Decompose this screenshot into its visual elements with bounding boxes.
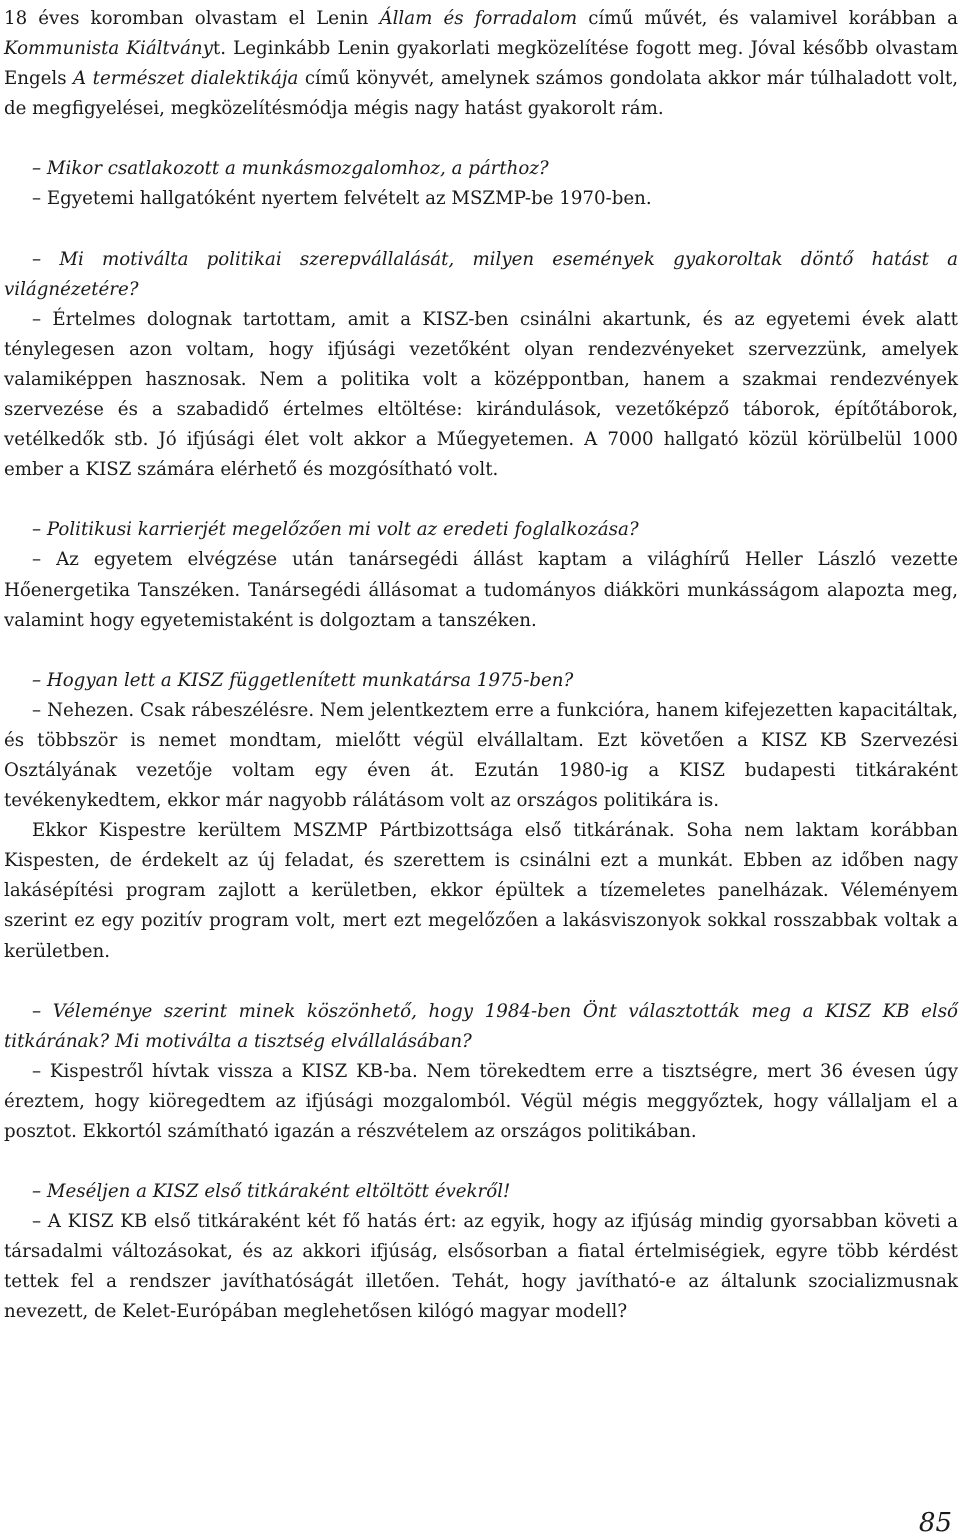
- spacer: [4, 636, 958, 666]
- question-6: – Meséljen a KISZ első titkáraként eltöltött évekről!: [32, 1181, 511, 1203]
- question-2: – Mi motiválta politikai szerepvállalását, milyen események gyakoroltak döntő hatást a világnézetére?: [4, 248, 958, 300]
- answer-3: – Az egyetem elvégzése után tanársegédi állást kaptam a világhírű Heller László vezette Hőenergetika Tanszéken. Tanársegédi állásomat a tudományos diákköri munkásságom alapozta meg, valamint hogy egyetemistaként is dolgoztam a tanszéken.: [4, 549, 958, 631]
- text-run: című könyvét, amelynek számos gondolata akkor már túlhaladott volt, de megfigyelései, megközelítésmódja mégis nagy hatást gyakorolt rám.: [4, 68, 959, 120]
- answer-4: – Nehezen. Csak rábeszélésre. Nem jelentkeztem erre a funkcióra, hanem kifejezetten kapacitáltak, és többször is nemet mondtam, mielőtt végül elvállaltam. Ezt követően a KISZ KB Szervezési Osztályának vezetője voltam egy éven át. Ezután 1980-ig a KISZ budapesti titkáraként tevékenykedtem, ekkor már nagyobb rálátásom volt az országos politikára is.: [4, 699, 958, 812]
- intro-paragraph: [4, 4, 958, 124]
- answer-4-continued: Ekkor Kispestre kerültem MSZMP Pártbizottsága első titkárának. Soha nem laktam korábban Kispesten, de érdekelt az új feladat, és szerettem is csinálni ezt a munkát. Ebben az időben nagy lakásépítési program zajlott a kerületben, ekkor épültek a tízemeletes panelházak. Véleményem szerint ez egy pozitív program volt, mert ezt megelőzően a lakásviszonyok sokkal rosszabbak voltak a kerületben.: [4, 820, 958, 962]
- book-title: Állam és forradalom: [379, 8, 578, 29]
- question-1: – Mikor csatlakozott a munkásmozgalomhoz, a párthoz?: [32, 158, 549, 180]
- book-title: A természet dialektikája: [73, 68, 299, 90]
- question-5: – Véleménye szerint minek köszönhető, hogy 1984-ben Önt választották meg a KISZ KB első titkárának? Mi motiválta a tisztség elvállalásában?: [4, 1000, 958, 1052]
- answer-1: – Egyetemi hallgatóként nyertem felvételt az MSZMP-be 1970-ben.: [32, 188, 652, 210]
- answer-2: – Értelmes dolognak tartottam, amit a KISZ-ben csinálni akartunk, és az egyetemi évek alatt ténylegesen azon voltam, hogy ifjúsági vezetőként olyan rendezvényeket szervezzünk, amelyek valamiképpen hasznosak. Nem a politika volt a középpontban, hanem a szakmai rendezvények szervezése és a szabadidő értelmes eltöltése: kirándulások, vezetőképző táborok, építőtáborok, vetélkedők stb. Jó ifjúsági élet volt akkor a Műegyetemen. A 7000 hallgató közül körülbelül 1000 ember a KISZ számára elérhető és mozgósítható volt.: [4, 308, 958, 481]
- text-run: című művét, és valamivel korábban a: [577, 8, 958, 29]
- question-4: – Hogyan lett a KISZ függetlenített munkatársa 1975-ben?: [32, 669, 574, 691]
- spacer: [4, 1147, 958, 1177]
- spacer: [4, 124, 958, 154]
- answer-5: – Kispestről hívtak vissza a KISZ KB-ba. Nem törekedtem erre a tisztségre, mert 36 évesen úgy éreztem, hogy kiöregedtem az ifjúsági mozgalomból. Végül mégis meggyőztek, hogy vállaljam el a posztot. Ekkortól számítható igazán a részvételem az országos politikában.: [4, 1060, 958, 1142]
- question-3: – Politikusi karrierjét megelőzően mi volt az eredeti foglalkozása?: [32, 519, 639, 541]
- text-run: 18 éves koromban olvastam el Lenin: [4, 8, 380, 29]
- book-title: Kommunista Kiáltvány: [4, 38, 213, 60]
- text-run: t. Leginkább Lenin gyakorlati megközelítése fogott meg. Jóval később olvastam Engels: [4, 38, 959, 90]
- answer-6: – A KISZ KB első titkáraként két fő hatás ért: az egyik, hogy az ifjúság mindig gyorsabban követi a társadalmi változásokat, és az akkori ifjúság, elsősorban a fiatal értelmiségiek, egyre több kérdést tettek fel a rendszer javíthatóságát illetően. Tehát, hogy javítható-e az általunk szocializmusnak nevezett, de Kelet-Európában meglehetősen kilógó magyar modell?: [4, 1211, 958, 1323]
- page-number: 85: [918, 1508, 952, 1538]
- spacer: [4, 967, 958, 997]
- spacer: [4, 215, 958, 245]
- document-page: [4, 4, 958, 1328]
- spacer: [4, 485, 958, 515]
